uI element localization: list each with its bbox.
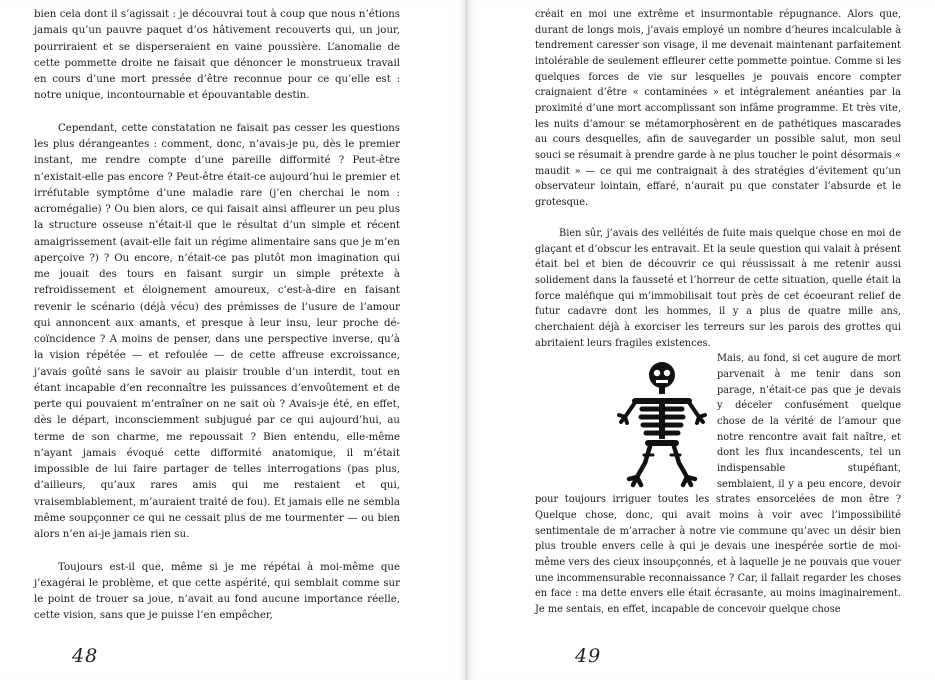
left-page-text [34, 7, 400, 625]
paragraph: Mais, au fond, si cet augure de mort parvenait à me tenir dans son parage, n’était-ce pas que je devais y déceler confusément quelque chose de la vérité de l’amour que notre rencontre avait fait naître, et dont les flux incandescents, tel un indispensable stupéfiant, semblaient, il y a peu encore, devoir pour toujours irriguer toutes les strates ensorcelées de mon être ? Quelque chose, donc, qui avait moins à voir avec l’impossibilité sentimentale de m’arracher à notre vie commune qu’avec un désir bien plus trouble envers celle à qui je devais une inespérée sortie de moi-même vers des cieux insoupçonnés, et à laquelle je ne pouvais que vouer une incommensurable reconnaissance ? Car, il fallait regarder les choses en face : ma dette envers elle était écrasante, au moins imaginairement. Je me sentais, en effet, incapable de concevoir quelque chose [535, 353, 901, 615]
right-page-text [535, 7, 901, 618]
paragraph: bien cela dont il s’agissait : je découvrai tout à coup que nous n’étions jamais qu’un pauvre paquet d’os hâtivement recouverts qui, un jour, pourriraient et se disperseraient en vaine poussière. L’anomalie de cette pommette droite ne faisait que dénoncer le monstrueux travail en cours d’une mort pressée d’être reconnue pour ce qu’elle est : notre unique, incontournable et épouvantable destin. [34, 9, 400, 102]
left-page [0, 0, 467, 680]
paragraph: Toujours est-il que, même si je me répétai à moi-même que j’exagérai le problème, et que cette aspérité, qui semblait comme sur le point de trouer sa joue, n’avait au fond aucune importance réelle, cette vision, sans que je puisse l’en empêcher, [34, 561, 400, 622]
page-number: 49 [575, 645, 602, 667]
skeleton-drawing [615, 359, 709, 489]
page-number: 48 [72, 645, 99, 667]
paragraph: Cependant, cette constatation ne faisait pas cesser les questions les plus dérangeantes : comment, donc, n’avais-je pu, dès le premier instant, me rendre compte d’une pareille difformité ? Peut-être n’existait-elle pas encore ? Peut-être était-ce aujourd’hui le premier et irréfutable symptôme d’une maladie rare (j’en cherchai le nom : acromégalie) ? Ou bien alors, ce qui faisait ainsi affleurer un peu plus la structure osseuse n’était-il que le résultat d’un simple et récent amaigrissement (avait-elle fait un régime alimentaire sans que je m’en aperçoive ?) ? Ou encore, n’était-ce pas plutôt mon imagination qui me jouait des tours en faisant surgir un simple prétexte à refroidissement et éloignement amoureux, c’est-à-dire en faisant revenir le scénario (déjà vécu) des prémisses de l’usure de l’amour qui annoncent aux amants, et presque à leur insu, leur proche dé-coïncidence ? A moins de penser, dans une perspective inverse, qu’à la vision répétée — et refoulée — de cette affreuse excroissance, j’avais goûté sans le savoir au plaisir trouble d’un interdit, tout en étant incapable d’en reconnaître les puissances d’envoûtement et de perte qui pouvaient m’entraîner on ne sait où ? Avais-je été, en effet, dès le départ, inconsciemment subjugué par ce qui aujourd’hui, au terme de son charme, me repoussait ? Bien entendu, elle-même n’ayant jamais évoqué cette difformité anatomique, il m’était impossible de lui faire partager de telles interrogations (pas plus, d’ailleurs, qu’aux rares amis qui me restaient et qui, vraisemblablement, m’auraient traité de fou). Et jamais elle ne sembla même soupçonner ce qui ne cessait plus de me tourmenter — ou bien alors n’en ai-je jamais rien su. [34, 122, 400, 540]
paragraph: Bien sûr, j’avais des velléités de fuite mais quelque chose en moi de glaçant et d’obscur les entravait. Et la seule question qui valait à présent était bel et bien de découvrir ce qui réussissait à me retenir aussi solidement dans la fausseté et l’horreur de cette situation, quelle était la force maléfique qui m’immobilisait tout près de cet écoeurant relief de futur cadavre dont les hommes, il y a plus de quatre mille ans, cherchaient déjà à exorciser les terreurs sur les parois des grottes qui abritaient leurs fragiles existences. [535, 228, 901, 349]
right-page [467, 0, 935, 680]
skeleton-petroglyph-icon [615, 359, 709, 489]
paragraph: créait en moi une extrême et insurmontable répugnance. Alors que, durant de longs mois, j’avais employé un nombre d’heures incalculable à tendrement caresser son visage, il me devenait maintenant parfaitement intolérable de seulement effleurer cette pommette pointue. Comme si les quelques forces de vie sur lesquelles je pouvais encore compter craignaient d’être « contaminées » et intégralement anéanties par la proximité d’une mort accomplissant son infâme programme. Et très vite, les nuits d’amour se métamorphosèrent en de pathétiques mascarades au cours desquelles, afin de sauvegarder un possible salut, mon seul souci se résumait à prendre garde à ne plus toucher le point désormais « maudit » — ce qui me contraignait à des stratégies d’évitement qu’un observateur lointain, effaré, n’aurait pu que constater l’absurde et le grotesque. [535, 9, 901, 208]
